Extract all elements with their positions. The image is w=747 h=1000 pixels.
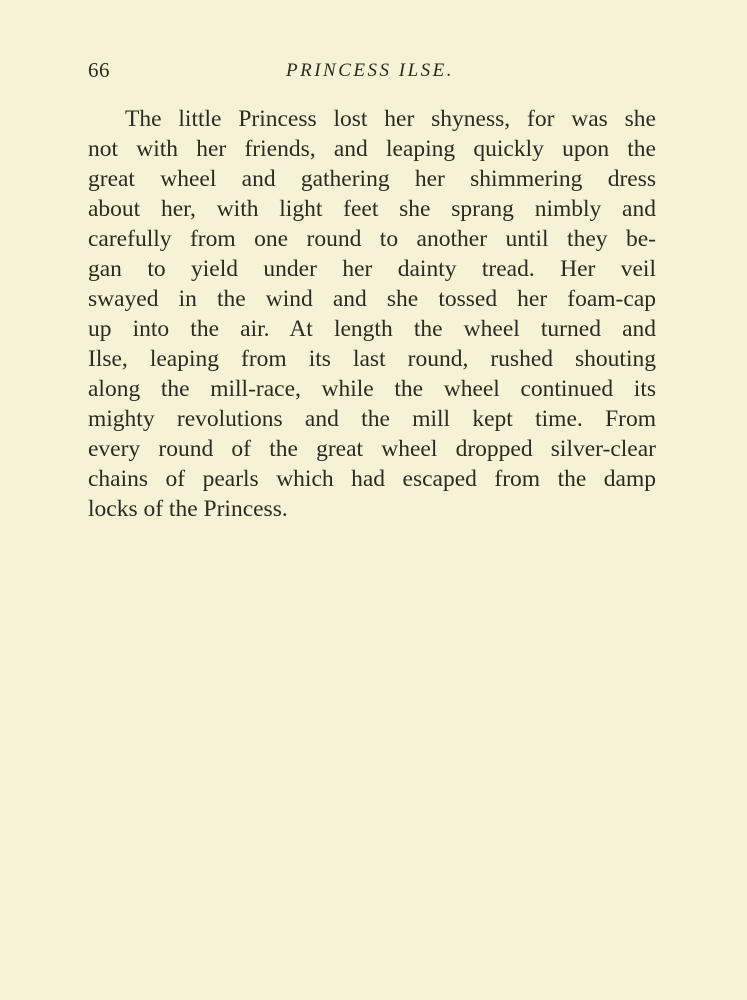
text-line: locks of the Princess. [88, 496, 288, 522]
text-line: great wheel and gathering her shimmering dress [88, 166, 656, 192]
text-line: Ilse, leaping from its last round, rushed shouting [88, 346, 656, 372]
running-title: PRINCESS ILSE. [286, 60, 454, 81]
text-line: swayed in the wind and she tossed her foam-cap [88, 286, 656, 312]
text-line: mighty revolutions and the mill kept time. From [88, 406, 656, 432]
text-line: up into the air. At length the wheel turned and [88, 316, 656, 342]
text-line: chains of pearls which had escaped from the damp [88, 466, 656, 492]
body-paragraph [88, 104, 656, 524]
running-head [88, 58, 660, 86]
text-line: gan to yield under her dainty tread. Her veil [88, 256, 656, 282]
text-line: The little Princess lost her shyness, for was she [125, 106, 656, 132]
text-line: not with her friends, and leaping quickly upon the [88, 136, 656, 162]
page-number: 66 [88, 58, 110, 82]
text-line: carefully from one round to another until they be- [88, 226, 656, 252]
text-line: along the mill-race, while the wheel continued its [88, 376, 656, 402]
text-line: every round of the great wheel dropped silver-clear [88, 436, 656, 462]
text-line: about her, with light feet she sprang nimbly and [88, 196, 656, 222]
